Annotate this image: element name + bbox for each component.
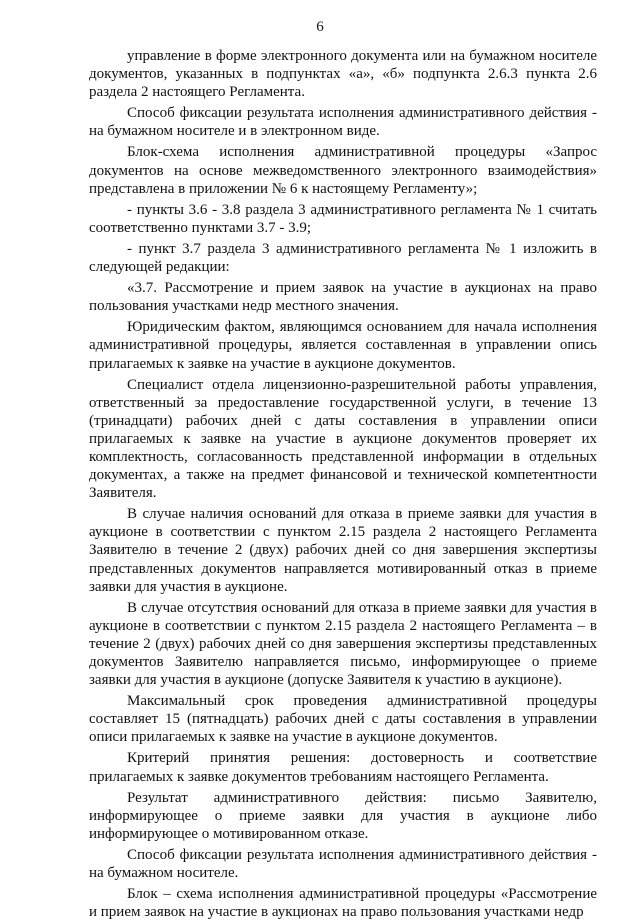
paragraph-result-fixation: Способ фиксации результата исполнения административного действия - на бумажном носителе. bbox=[89, 846, 597, 882]
paragraph-continuation: управление в форме электронного документа или на бумажном носителе документов, указанных в подпунктах «а», «б» подпункта 2.6.3 пункта 2.6 раздела 2 настоящего Регламента. bbox=[89, 48, 597, 101]
paragraph-renumbering: - пункты 3.6 - 3.8 раздела 3 административного регламента № 1 считать соответственно пунктами 3.7 - 3.9; bbox=[89, 201, 597, 236]
page-number: 6 bbox=[316, 19, 324, 35]
paragraph-specialist-review: Специалист отдела лицензионно-разрешительной работы управления, ответственный за предоставление государственной услуги, в течение 13 (тринадцати) рабочих дней с даты составления в управлении описи прилагаемых к заявке на участие в аукционе документов проверяет их комплектность, согласованность представленной информации в отдельных документах, а также на предмет финансовой и технической компетентности Заявителя. bbox=[89, 376, 597, 502]
paragraph-result: Результат административного действия: письмо Заявителю, информирующее о приеме заявки для участия в аукционе либо информирующее о мотивированном отказе. bbox=[89, 789, 597, 842]
paragraph-section-heading: «3.7. Рассмотрение и прием заявок на участие в аукционах на право пользования участками недр местного значения. bbox=[89, 280, 597, 315]
paragraph-acceptance-case: В случае отсутствия оснований для отказа в приеме заявки для участия в аукционе в соответствии с пунктом 2.15 раздела 2 настоящего Регламента – в течение 2 (двух) рабочих дней со дня завершения экспертизы представленных документов Заявителю направляется письмо, информирующее о приеме заявки для участия в аукционе (допуске Заявителя к участию в аукционе). bbox=[89, 599, 597, 689]
paragraph-decision-criterion: Критерий принятия решения: достоверность и соответствие прилагаемых к заявке документов требованиям настоящего Регламента. bbox=[89, 750, 597, 785]
paragraph-flowchart-block: Блок – схема исполнения административной процедуры «Рассмотрение и прием заявок на участие в аукционах на право пользования участками недр bbox=[89, 886, 597, 921]
paragraph-new-wording: - пункт 3.7 раздела 3 административного регламента № 1 изложить в следующей редакции: bbox=[89, 240, 597, 276]
paragraph-max-duration: Максимальный срок проведения административной процедуры составляет 15 (пятнадцать) рабочих дней с даты составления в управлении описи прилагаемых к заявке на участие в аукционе документов. bbox=[89, 693, 597, 746]
paragraph-flowchart-reference: Блок-схема исполнения административной процедуры «Запрос документов на основе межведомственного электронного взаимодействия» представлена в приложении № 6 к настоящему Регламенту»; bbox=[89, 144, 597, 197]
paragraph-refusal-case: В случае наличия оснований для отказа в приеме заявки для участия в аукционе в соответствии с пунктом 2.15 раздела 2 настоящего Регламента Заявителю в течение 2 (двух) рабочих дней со дня завершения экспертизы представленных документов направляется мотивированный отказ в приеме заявки для участия в аукционе. bbox=[89, 506, 597, 595]
paragraph-legal-fact: Юридическим фактом, являющимся основанием для начала исполнения административной процедуры, является составленная в управлении опись прилагаемых к заявке на участие в аукционе документов. bbox=[89, 319, 597, 372]
document-body bbox=[89, 47, 597, 924]
paragraph-fixation-method: Способ фиксации результата исполнения административного действия - на бумажном носителе и в электронном виде. bbox=[89, 105, 597, 140]
